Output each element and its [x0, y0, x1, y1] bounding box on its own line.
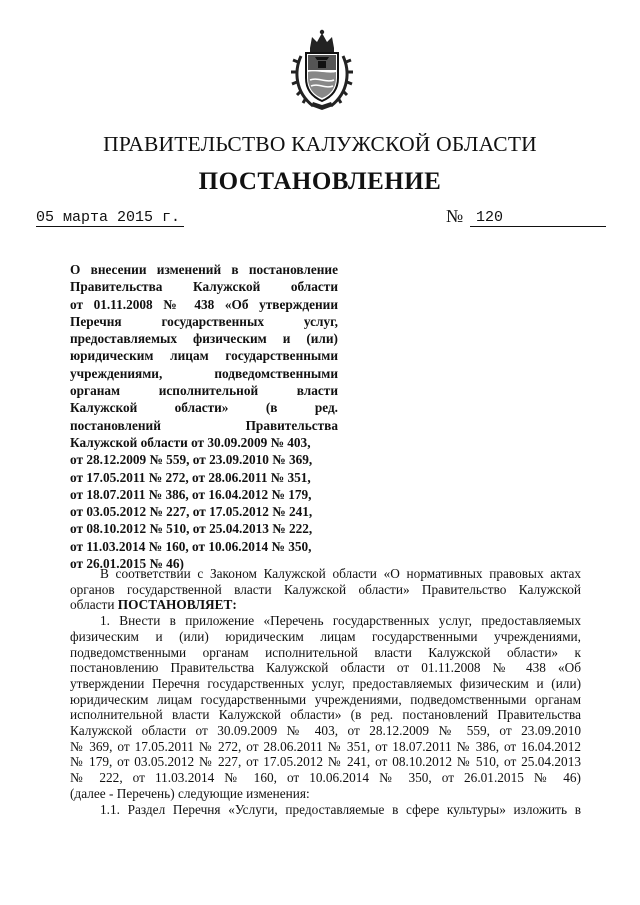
subject-line: постановлений Правительства — [70, 417, 338, 433]
subject-line: Перечня государственных услуг, — [70, 313, 338, 329]
subject-line: учреждениями, подведомственными — [70, 365, 338, 381]
document-body — [70, 566, 581, 817]
subject-line: от 28.12.2009 № 559, от 23.09.2010 № 369, — [70, 452, 313, 468]
item1-line: постановлению Правительства Калужской области от 01.11.2008 № 438 «Об — [70, 660, 581, 676]
subject-line: от 01.11.2008 № 438 «Об утверждении — [70, 296, 338, 312]
subject-line: Калужской области от 30.09.2009 № 403, — [70, 434, 311, 450]
item1-line: № 222, от 11.03.2014 № 160, от 10.06.2014 № 350, от 26.01.2015 № 46) — [70, 770, 581, 786]
coat-of-arms-icon — [291, 26, 353, 112]
subject-line: от 17.05.2011 № 272, от 28.06.2011 № 351, — [70, 469, 311, 485]
subject-line: предоставляемых физическим и (или) — [70, 331, 338, 347]
subject-line: Правительства Калужской области — [70, 279, 338, 295]
subject-line: от 08.10.2012 № 510, от 25.04.2013 № 222, — [70, 521, 313, 537]
subject-line: юридическим лицам государственными — [70, 348, 338, 364]
item1-line: Калужской области от 30.09.2009 № 403, от 28.12.2009 № 559, от 23.09.2010 — [70, 723, 581, 739]
document-date: 05 марта 2015 г. — [36, 209, 184, 227]
preamble-last-line — [70, 597, 581, 613]
subject-line: от 03.05.2012 № 227, от 17.05.2012 № 241, — [70, 504, 313, 520]
subject-line: О внесении изменений в постановление — [70, 262, 338, 277]
item1-line: исполнительной власти Калужской области» (в ред. постановлений Правительства — [70, 707, 581, 723]
item1-line: № 179, от 03.05.2012 № 227, от 17.05.2012 № 241, от 08.10.2012 № 510, от 25.04.2013 — [70, 754, 581, 770]
subject-line: Калужской области» (в ред. — [70, 400, 338, 416]
preamble-text: области — [70, 597, 118, 613]
item1-line: (далее - Перечень) следующие изменения: — [70, 785, 310, 801]
subject-line: от 11.03.2014 № 160, от 10.06.2014 № 350, — [70, 538, 312, 554]
document-number: 120 — [470, 209, 606, 227]
item1-line: подведомственными органам исполнительной власти Калужской области» к — [70, 644, 581, 660]
organization-title: ПРАВИТЕЛЬСТВО КАЛУЖСКОЙ ОБЛАСТИ — [103, 132, 537, 156]
item1-line: утверждении Перечня государственных услуг, предоставляемых физическим и (или) — [70, 675, 581, 691]
item1-line: 1. Внести в приложение «Перечень государственных услуг, предоставляемых — [100, 613, 581, 629]
item1-1-line: 1.1. Раздел Перечня «Услуги, предоставляемые в сфере культуры» изложить в — [100, 801, 581, 817]
preamble-line: В соответствии с Законом Калужской области «О нормативных правовых актах — [100, 566, 581, 581]
preamble-line: органов государственной власти Калужской области» Правительство Калужской — [70, 581, 581, 597]
subject-line: от 26.01.2015 № 46) — [70, 556, 184, 572]
subject-block — [70, 261, 338, 572]
subject-line: от 18.07.2011 № 386, от 16.04.2012 № 179, — [70, 486, 312, 502]
item1-line: физическим и (или) юридическим лицам государственными учреждениями, — [70, 628, 581, 644]
document-type-title: ПОСТАНОВЛЕНИЕ — [198, 168, 442, 195]
number-label: № — [446, 206, 464, 226]
decree-word: ПОСТАНОВЛЯЕТ: — [117, 597, 237, 613]
item1-line: № 369, от 17.05.2011 № 272, от 28.06.2011 № 351, от 18.07.2011 № 386, от 16.04.2012 — [70, 738, 581, 754]
item1-line: юридическим лицам государственными учреждениями, подведомственными органам — [70, 691, 581, 707]
subject-line: органам исполнительной власти — [70, 383, 338, 399]
